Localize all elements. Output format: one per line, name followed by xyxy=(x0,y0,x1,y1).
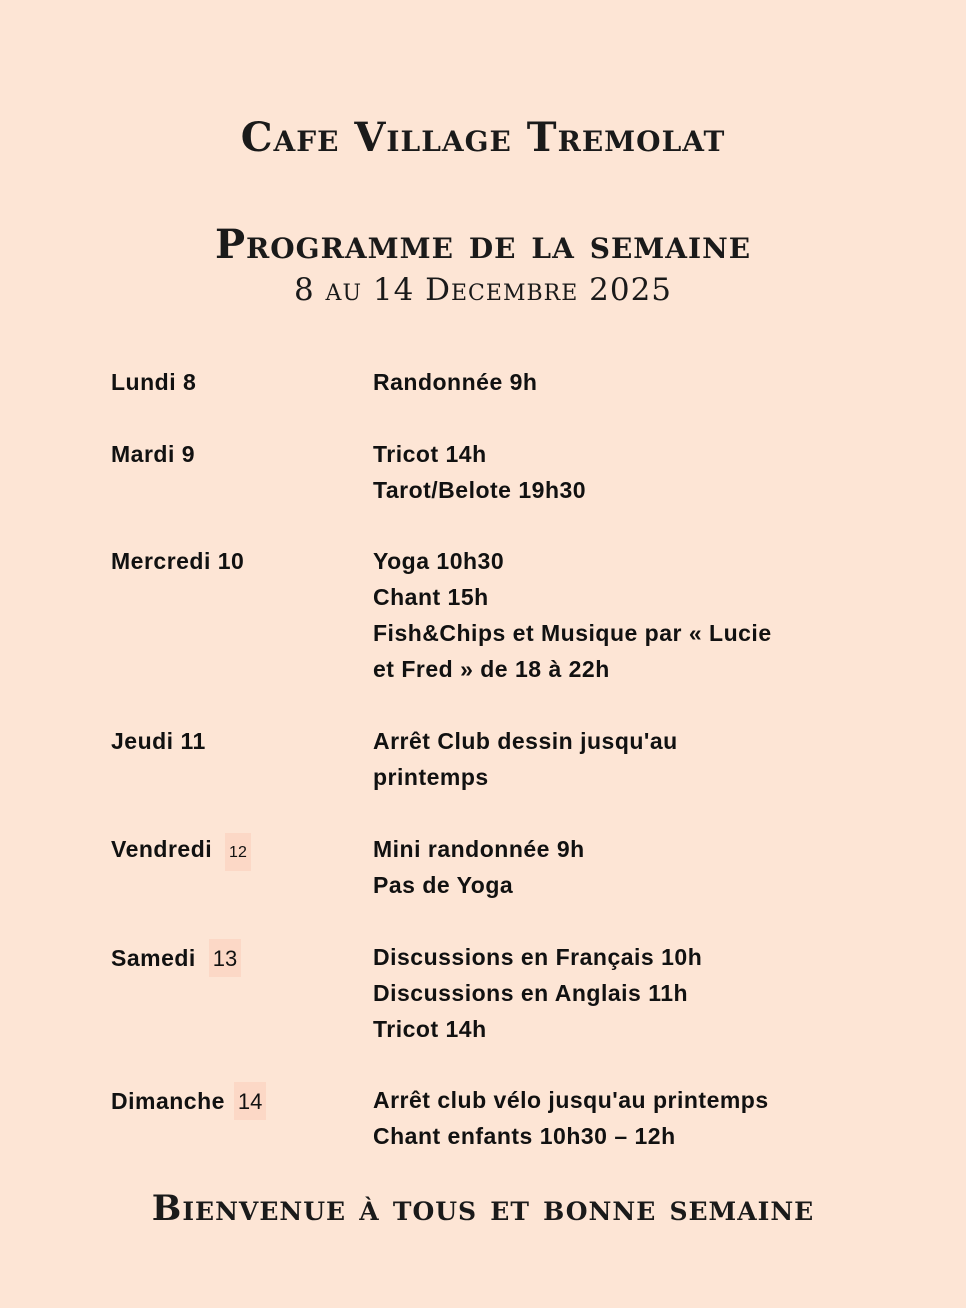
cafe-name-heading: Cafe Village Tremolat xyxy=(240,114,726,161)
event-list xyxy=(373,831,873,903)
event-item: Yoga 10h30 xyxy=(373,548,505,574)
event-item: Discussions en Français 10h xyxy=(373,944,703,970)
day-label: Jeudi 11 xyxy=(111,728,206,754)
day-number: 13 xyxy=(209,939,241,977)
day-name: Vendredi xyxy=(111,836,213,862)
event-item: et Fred » de 18 à 22h xyxy=(373,656,610,682)
day-label xyxy=(111,831,251,871)
event-list xyxy=(373,436,873,508)
closing-greeting: Bienvenue à tous et bonne semaine xyxy=(151,1188,815,1229)
day-number: 14 xyxy=(234,1082,266,1120)
event-list xyxy=(373,1082,873,1154)
event-item: Tricot 14h xyxy=(373,441,487,467)
day-label xyxy=(111,1082,266,1120)
day-label: Lundi 8 xyxy=(111,369,197,395)
day-label: Mardi 9 xyxy=(111,441,196,467)
day-number: 12 xyxy=(225,833,251,871)
event-item: printemps xyxy=(373,764,489,790)
event-item: Randonnée 9h xyxy=(373,369,538,395)
day-name: Dimanche xyxy=(111,1088,225,1114)
event-item: Chant 15h xyxy=(373,584,489,610)
event-item: Arrêt Club dessin jusqu'au xyxy=(373,728,678,754)
event-item: Tricot 14h xyxy=(373,1016,487,1042)
day-label: Mercredi 10 xyxy=(111,548,245,574)
date-range: 8 au 14 Decembre 2025 xyxy=(293,272,673,308)
day-name: Samedi xyxy=(111,945,196,971)
event-item: Tarot/Belote 19h30 xyxy=(373,477,587,503)
event-list xyxy=(373,364,873,400)
event-item: Discussions en Anglais 11h xyxy=(373,980,689,1006)
event-list xyxy=(373,723,873,795)
event-item: Mini randonnée 9h xyxy=(373,836,585,862)
event-item: Pas de Yoga xyxy=(373,872,514,898)
event-list xyxy=(373,543,873,687)
event-list xyxy=(373,939,873,1047)
event-item: Chant enfants 10h30 – 12h xyxy=(373,1123,676,1149)
day-label xyxy=(111,939,241,977)
programme-title: Programme de la semaine xyxy=(214,221,752,268)
event-item: Arrêt club vélo jusqu'au printemps xyxy=(373,1087,769,1113)
event-item: Fish&Chips et Musique par « Lucie xyxy=(373,620,772,646)
